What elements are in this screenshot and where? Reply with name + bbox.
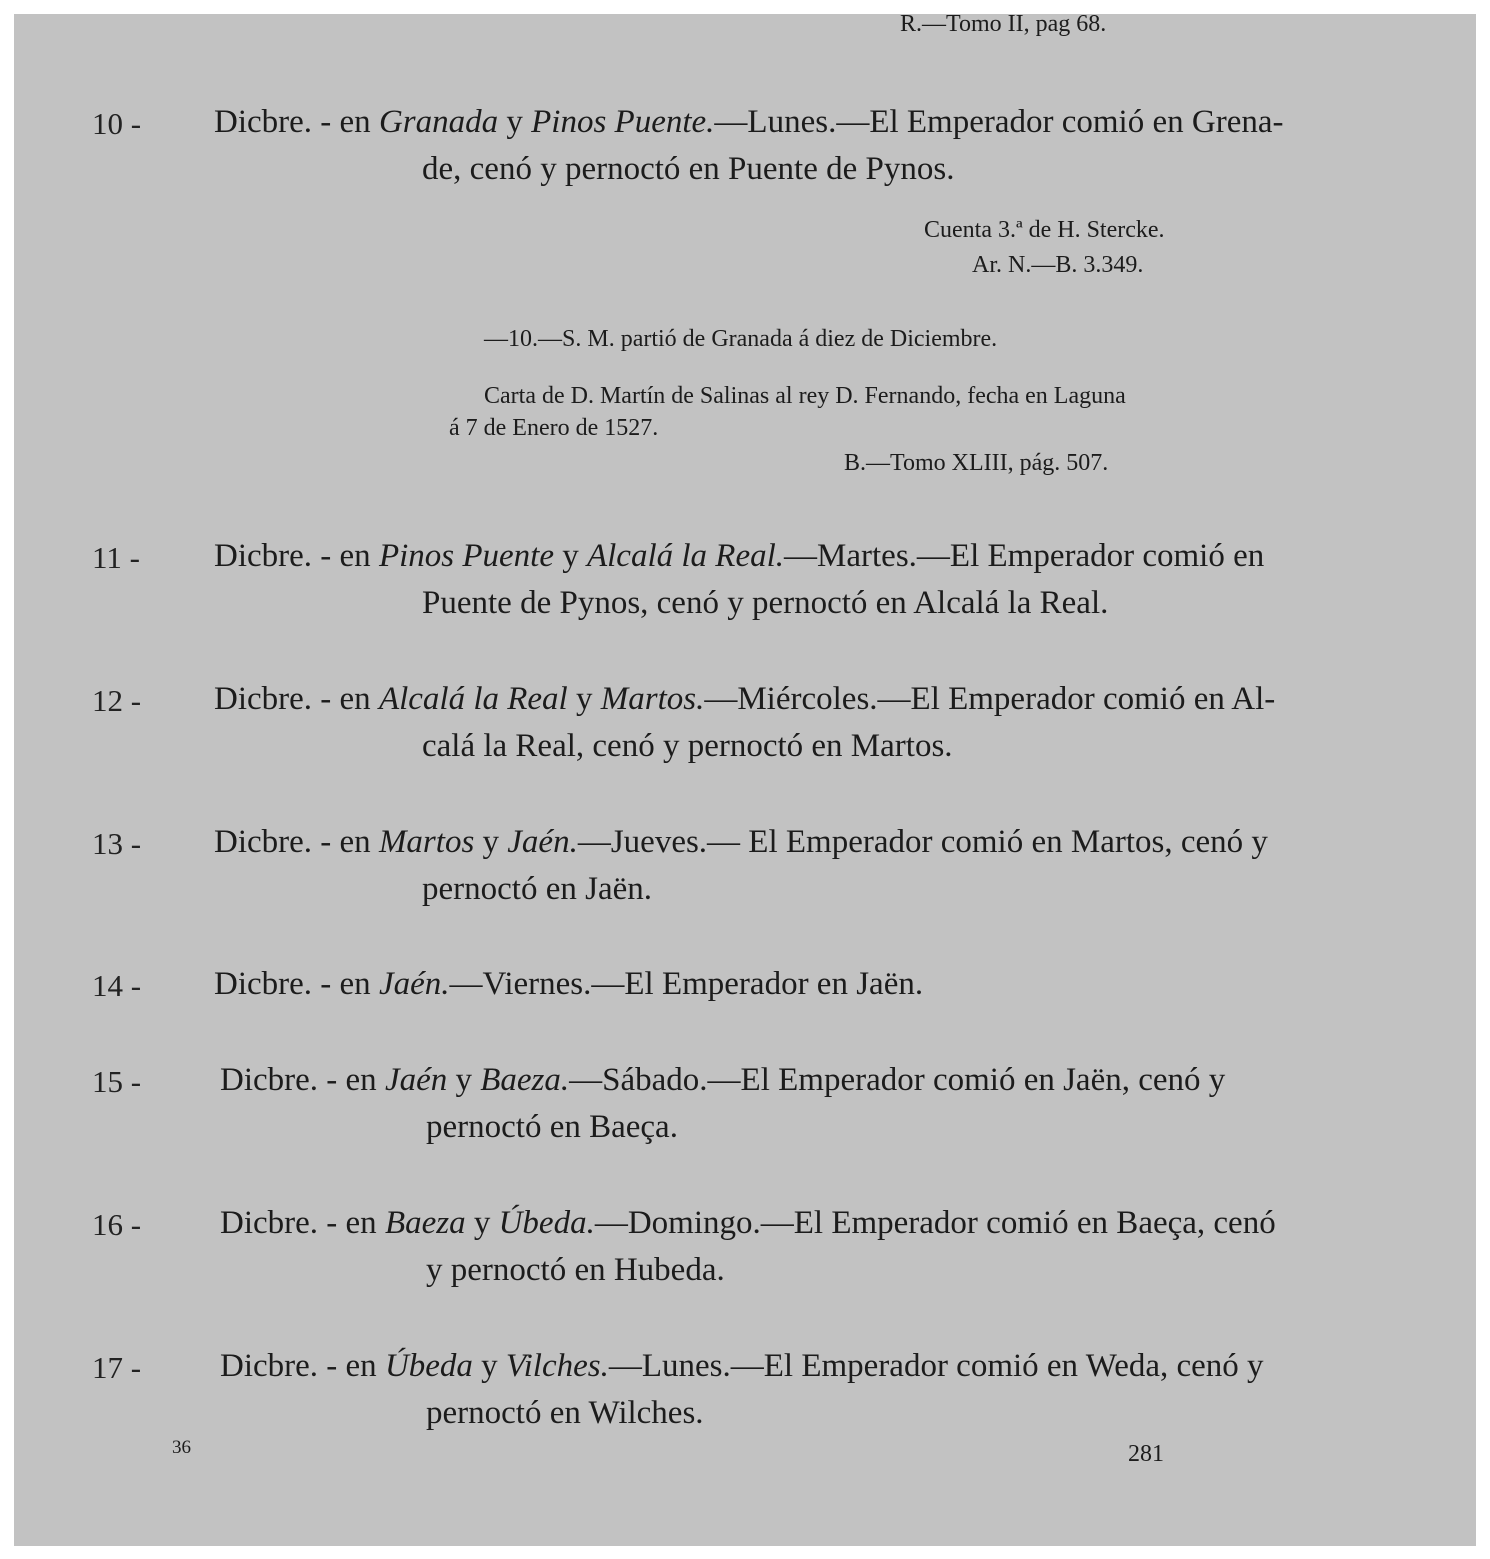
place-name: Martos <box>378 824 475 860</box>
entry-line-1: Dicbre. - en Baeza y Úbeda.—Domingo.—El Emperador comió en Baeça, cenó <box>220 1205 1276 1241</box>
place-name: Granada <box>378 104 499 140</box>
place-name: Baeza <box>384 1205 466 1241</box>
entry-line-1: Dicbre. - en Pinos Puente y Alcalá la Real.—Martes.—El Emperador comió en <box>214 538 1265 574</box>
note-carta-line-1: Carta de D. Martín de Salinas al rey D. Fernando, fecha en Laguna <box>484 383 1126 409</box>
entry-line-1: Dicbre. - en Alcalá la Real y Martos.—Miércoles.—El Emperador comió en Al- <box>214 681 1276 717</box>
header-reference: R.—Tomo II, pag 68. <box>900 11 1107 37</box>
place-name: Jaén. <box>507 824 578 860</box>
entry-line-2: pernoctó en Jaën. <box>422 871 652 907</box>
entry-line-2: Puente de Pynos, cenó y pernoctó en Alcalá la Real. <box>422 585 1109 621</box>
entry-line-2: pernoctó en Wilches. <box>426 1395 704 1431</box>
entry-line-1: Dicbre. - en Martos y Jaén.—Jueves.— El Emperador comió en Martos, cenó y <box>214 824 1268 860</box>
entry-line-1: Dicbre. - en Úbeda y Vilches.—Lunes.—El Emperador comió en Weda, cenó y <box>220 1348 1264 1384</box>
entry-line-2: pernoctó en Baeça. <box>426 1109 678 1145</box>
entry-day: 14 - <box>92 968 142 1003</box>
place-name: Vilches. <box>505 1348 609 1384</box>
place-name: Martos. <box>600 681 705 717</box>
place-name: Jaén <box>384 1062 448 1098</box>
entry-day: 12 - <box>92 683 142 718</box>
entry-day: 11 - <box>92 540 140 575</box>
entry-line-2: de, cenó y pernoctó en Puente de Pynos. <box>422 151 955 187</box>
entry-day: 15 - <box>92 1064 142 1099</box>
place-name: Alcalá la Real. <box>586 538 785 574</box>
entry-line-2: calá la Real, cenó y pernoctó en Martos. <box>422 728 953 764</box>
place-name: Baeza. <box>480 1062 570 1098</box>
source-tomo: B.—Tomo XLIII, pág. 507. <box>844 450 1109 476</box>
source-cuenta: Cuenta 3.ª de H. Stercke. <box>924 217 1165 243</box>
entry-line-2: y pernoctó en Hubeda. <box>426 1252 725 1288</box>
note-carta-line-2: á 7 de Enero de 1527. <box>449 415 659 441</box>
book-page <box>14 11 1476 1546</box>
entry-day: 13 - <box>92 826 142 861</box>
entry-day: 16 - <box>92 1207 142 1242</box>
entry-line-1: Dicbre. - en Jaén y Baeza.—Sábado.—El Emperador comió en Jaën, cenó y <box>220 1062 1226 1098</box>
page-number: 281 <box>1128 1441 1164 1467</box>
source-archivo: Ar. N.—B. 3.349. <box>972 252 1144 278</box>
entry-line-1: Dicbre. - en Jaén.—Viernes.—El Emperador en Jaën. <box>214 966 924 1002</box>
place-name: Jaén. <box>378 966 450 1002</box>
place-name: Alcalá la Real <box>378 681 568 717</box>
signature-mark: 36 <box>172 1437 191 1458</box>
entry-day: 17 - <box>92 1350 142 1385</box>
entry-day: 10 - <box>92 106 142 141</box>
place-name: Úbeda. <box>498 1205 595 1241</box>
entry-line-1: Dicbre. - en Granada y Pinos Puente.—Lunes.—El Emperador comió en Grena- <box>214 104 1284 140</box>
place-name: Úbeda <box>384 1348 473 1384</box>
place-name: Pinos Puente. <box>531 104 715 140</box>
note-partio: —10.—S. M. partió de Granada á diez de Diciembre. <box>484 326 998 352</box>
place-name: Pinos Puente <box>378 538 554 574</box>
